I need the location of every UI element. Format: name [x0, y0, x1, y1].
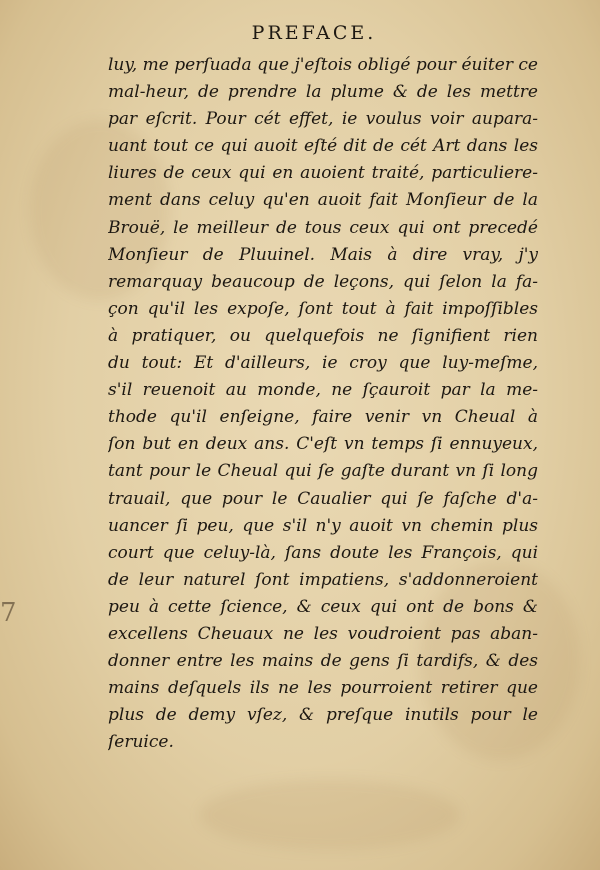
text-line: remarquay beaucoup de leçons, qui ſelon la fa- — [108, 271, 538, 292]
text-line: mains deſquels ils ne les pourroient retirer que — [108, 678, 538, 699]
text-line: Monſieur de Pluuinel. Mais à dire vray, j'y — [108, 244, 538, 265]
text-line: à pratiquer, ou quelquefois ne ſignifient rien — [108, 325, 538, 346]
text-line: Brouë, le meilleur de tous ceux qui ont precedé — [108, 217, 538, 238]
text-line: plus de demy vſez, & preſque inutils pour le — [108, 705, 538, 726]
paper-stain — [200, 780, 460, 850]
text-line: peu à cette ſcience, & ceux qui ont de bons & — [108, 596, 538, 617]
text-line: çon qu'il les expoſe, ſont tout à fait impoſſibles — [108, 298, 538, 319]
text-line: thode qu'il enſeigne, faire venir vn Cheual à — [108, 407, 538, 428]
text-line: ment dans celuy qu'en auoit fait Monſieur de la — [108, 190, 538, 211]
text-line: ſeruice. — [108, 732, 174, 753]
body-text — [108, 52, 538, 756]
text-line: donner entre les mains de gens ſi tardifs, & des — [108, 651, 538, 672]
running-header: PREFACE. — [251, 22, 377, 44]
text-line: ſon but en deux ans. C'eſt vn temps ſi ennuyeux, — [108, 434, 538, 455]
text-line: trauail, que pour le Caualier qui ſe faſche d'a- — [108, 488, 538, 509]
text-line: liures de ceux qui en auoient traité, particuliere- — [108, 163, 538, 184]
text-line: court que celuy-là, ſans doute les François, qui — [108, 542, 538, 563]
text-line: excellens Cheuaux ne les voudroient pas aban- — [108, 623, 538, 644]
text-line: par eſcrit. Pour cét effet, ie voulus voir auparа- — [108, 109, 538, 130]
text-line: mal-heur, de prendre la plume & de les mettre — [108, 82, 538, 103]
text-line: uant tout ce qui auoit eſté dit de cét Art dans les — [108, 136, 538, 157]
text-line: uancer ſi peu, que s'il n'y auoit vn chemin plus — [108, 515, 538, 536]
text-line: de leur naturel ſont impatiens, s'addonneroient — [108, 569, 538, 590]
text-line: tant pour le Cheual qui ſe gaſte durant vn ſi long — [108, 461, 538, 482]
text-line: s'il reuenoit au monde, ne ſçauroit par la me- — [108, 380, 538, 401]
text-line: du tout: Et d'ailleurs, ie croy que luy-meſme, — [108, 353, 538, 374]
margin-mark: 7 — [0, 598, 17, 628]
text-line: luy, me perſuada que j'eſtois obligé pour éuiter ce — [108, 55, 538, 75]
